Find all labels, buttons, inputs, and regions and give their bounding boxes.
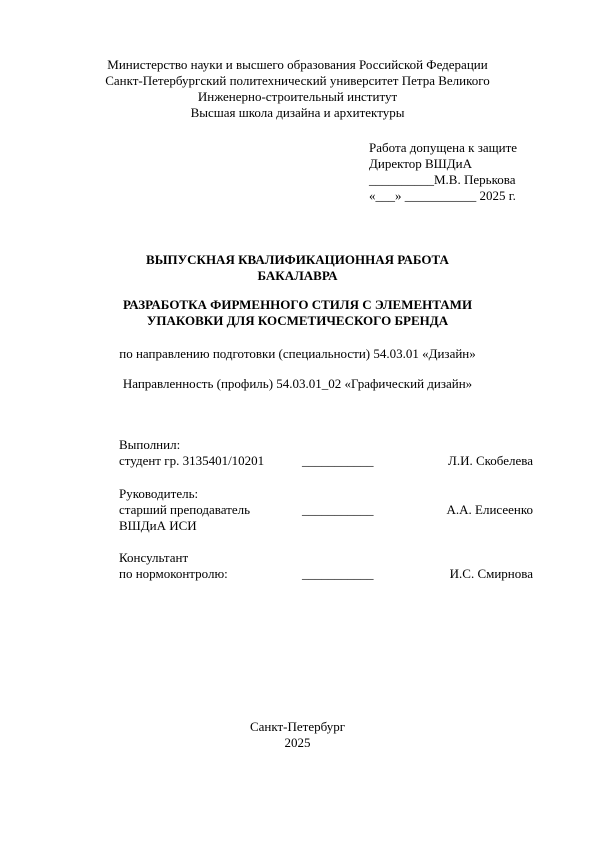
consultant-label: Консультант xyxy=(119,550,189,565)
supervisor-position: старший преподаватель xyxy=(119,502,251,517)
consultant-role: по нормоконтролю: xyxy=(119,566,228,581)
direction-line: по направлению подготовки (специальности) 54.03.01 «Дизайн» xyxy=(119,346,476,361)
consultant-name: И.С. Смирнова xyxy=(449,566,533,581)
performer-signature-line: ___________ xyxy=(302,453,374,468)
profile-line: Направленность (профиль) 54.03.01_02 «Графический дизайн» xyxy=(122,376,473,391)
performer-label: Выполнил: xyxy=(119,437,181,452)
footer-year: 2025 xyxy=(284,735,311,750)
approval-admitted: Работа допущена к защите xyxy=(369,140,518,155)
supervisor-signature-line: ___________ xyxy=(302,502,374,517)
supervisor-department: ВШДиА ИСИ xyxy=(119,518,197,533)
supervisor-label: Руководитель: xyxy=(119,486,199,501)
approval-signature: __________М.В. Перькова xyxy=(369,172,516,187)
institute-line: Инженерно-строительный институт xyxy=(197,89,398,104)
approval-director: Директор ВШДиА xyxy=(369,156,472,171)
performer-name: Л.И. Скобелева xyxy=(448,453,533,468)
work-type-line1: ВЫПУСКНАЯ КВАЛИФИКАЦИОННАЯ РАБОТА xyxy=(146,252,449,267)
ministry-line: Министерство науки и высшего образования Российской Федерации xyxy=(107,57,488,72)
university-line: Санкт-Петербургский политехнический университет Петра Великого xyxy=(105,73,490,88)
supervisor-name: А.А. Елисеенко xyxy=(446,502,533,517)
school-line: Высшая школа дизайна и архитектуры xyxy=(190,105,405,120)
topic-line2: УПАКОВКИ ДЛЯ КОСМЕТИЧЕСКОГО БРЕНДА xyxy=(146,313,449,328)
approval-date: «___» ___________ 2025 г. xyxy=(369,188,516,203)
consultant-signature-line: ___________ xyxy=(302,566,374,581)
footer-city: Санкт-Петербург xyxy=(249,719,346,734)
topic-line1: РАЗРАБОТКА ФИРМЕННОГО СТИЛЯ С ЭЛЕМЕНТАМИ xyxy=(122,297,473,312)
work-type-line2: БАКАЛАВРА xyxy=(257,268,338,283)
performer-group: студент гр. 3135401/10201 xyxy=(119,453,265,468)
